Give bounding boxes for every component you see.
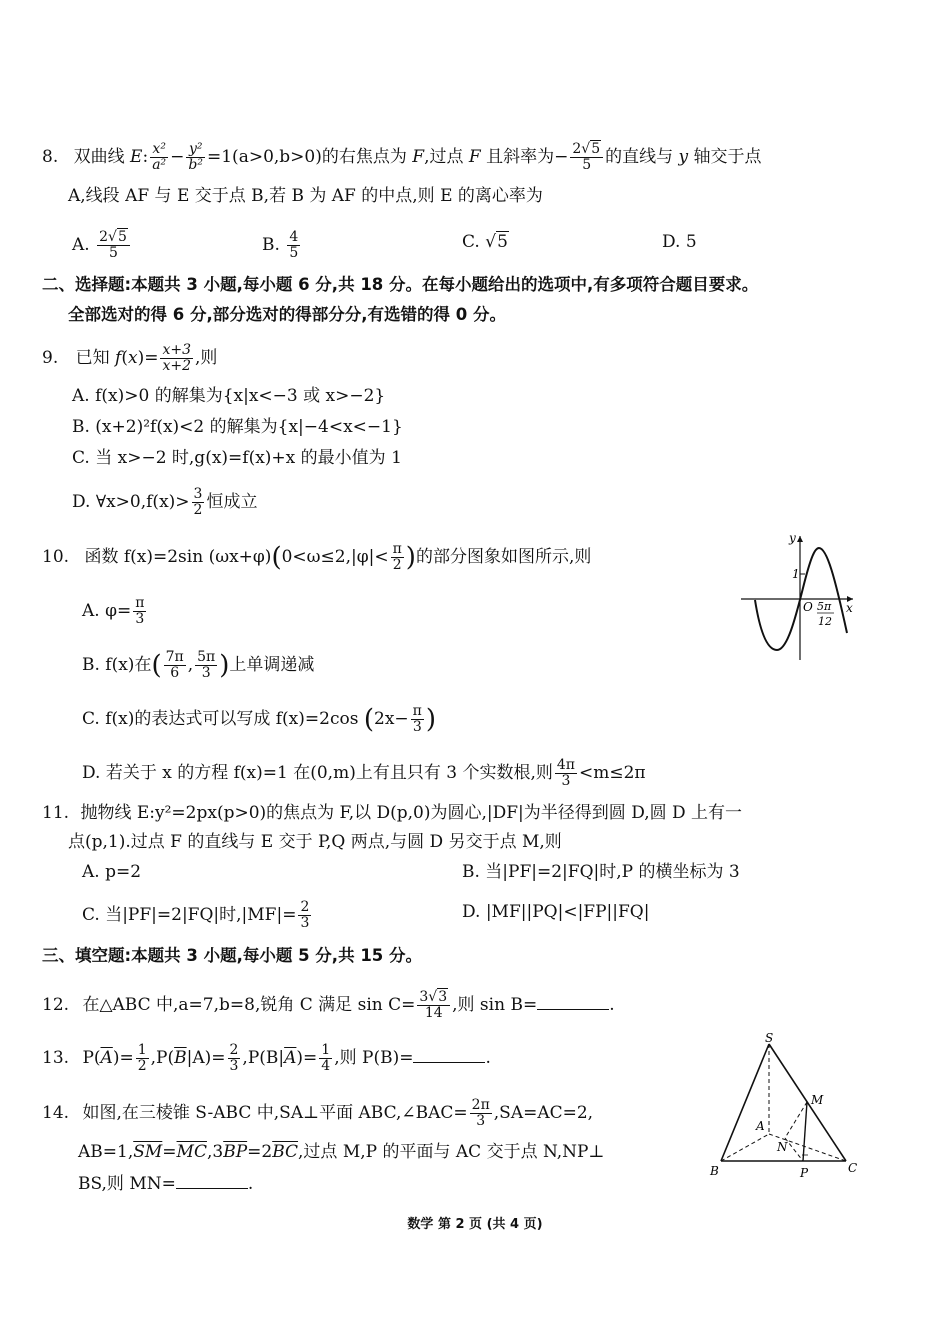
q11-option-a: A. p=2 [82, 862, 142, 882]
q11-option-d: D. |MF||PQ|<|FP||FQ| [462, 902, 650, 922]
page-footer: 数学 第 2 页 (共 4 页) [407, 1217, 543, 1232]
q14-pyramid-figure [705, 1030, 875, 1185]
q8-slope: $\frac{2√5}{5}$ [570, 142, 603, 173]
q12-line: 12. 在△ABC 中,a=7,b=8,锐角 C 满足 sin C= $\frac{3√3}{14}$ ,则 sin B= . [42, 989, 615, 1021]
q11-line1: 11. 抛物线 E:y²=2px(p>0)的焦点为 F,以 D(p,0)为圆心,|DF|为半径得到圆 D,圆 D 上有一 [42, 803, 743, 823]
graph-tick-num: 5π [817, 600, 832, 613]
graph-x-label: x [846, 601, 853, 615]
q11-option-b: B. 当|PF|=2|FQ|时,P 的横坐标为 3 [462, 862, 740, 882]
label-m: M [811, 1093, 824, 1107]
label-s: S [765, 1031, 774, 1045]
q10-sine-graph [735, 528, 865, 663]
section2-note: 全部选对的得 6 分,部分选对的得部分分,有选错的得 0 分。 [68, 305, 506, 324]
q14-line2: $AB=1,\overline{SM}=\overline{MC},3\overline{BP}=2\overline{BC}$,过点 M,P 的平面与 AC 交于点 N,NP⊥ [78, 1142, 605, 1162]
graph-tick-den: 12 [818, 615, 832, 628]
q8-number: 8. [42, 147, 59, 167]
q11-line2: 点(p,1).过点 F 的直线与 E 交于 P,Q 两点,与圆 D 另交于点 M,则 [68, 832, 562, 852]
q9-stem: 9. 已知 f(x)= $\frac{x+3}{x+2}$ ,则 [42, 342, 218, 374]
q8-option-c: C. √5 [462, 232, 508, 252]
q13-answer-blank[interactable] [413, 1046, 485, 1063]
q9-option-a: A. f(x)>0 的解集为{x|x<−3 或 x>−2} [72, 386, 386, 406]
q14-line3: BS,则 MN= . [78, 1174, 254, 1194]
section2-heading: 二、选择题:本题共 3 小题,每小题 6 分,共 18 分。在每小题给出的选项中,有多项符合题目要求。 [42, 275, 759, 294]
graph-origin: O [803, 600, 813, 614]
q9-option-c: C. 当 x>−2 时,g(x)=f(x)+x 的最小值为 1 [72, 448, 402, 468]
q8-frac-x: $\frac{\text{x²}}{\text{a²}}$ [152, 141, 167, 173]
label-c: C [848, 1161, 858, 1175]
label-n: N [777, 1140, 788, 1154]
q11-option-c: C. 当|PF|=2|FQ|时,|MF|= $\frac{2}{3}$ [82, 899, 310, 931]
q9-option-d: D. ∀x>0,f(x)> $\frac{3}{2}$ 恒成立 [72, 486, 258, 518]
graph-y-label: y [789, 531, 796, 545]
label-b: B [710, 1164, 719, 1178]
q8-option-b: B. $\frac{4}{5}$ [262, 229, 299, 261]
q8-option-a: A. $\frac{2√5}{5}$ [72, 230, 132, 261]
q10-option-a: A. φ= $\frac{\pi}{3}$ [82, 595, 145, 627]
q8-line2: A,线段 AF 与 E 交于点 B,若 B 为 AF 的中点,则 E 的离心率为 [68, 186, 543, 206]
label-a: A [756, 1119, 765, 1133]
q12-answer-blank[interactable] [537, 993, 609, 1010]
q14-answer-blank[interactable] [176, 1172, 248, 1189]
graph-one: 1 [792, 567, 800, 581]
section3-heading: 三、填空题:本题共 3 小题,每小题 5 分,共 15 分。 [42, 946, 423, 965]
q10-option-d: D. 若关于 x 的方程 f(x)=1 在(0,m)上有且只有 3 个实数根,则 $\frac{4\pi}{3}$ <m≤2π [82, 757, 646, 789]
q14-line1: 14. 如图,在三棱锥 S-ABC 中,SA⊥平面 ABC,∠BAC= $\frac{2\pi}{3}$ ,SA=AC=2, [42, 1097, 594, 1129]
q9-option-b: B. (x+2)²f(x)<2 的解集为{x|−4<x<−1} [72, 417, 403, 437]
label-p: P [800, 1166, 809, 1180]
q10-option-c: C. f(x)的表达式可以写成 f(x)=2cos (2x− $\frac{\pi}{3}$ ) [82, 703, 437, 735]
q10-stem: 10. 函数 f(x)=2sin (ωx+φ)(0<ω≤2,|φ|< $\frac{\pi}{2}$ )的部分图象如图所示,则 [42, 541, 592, 573]
q8-option-d: D. 5 [662, 232, 697, 252]
q13-line: 13. $P(\overline{A})=$ $\frac{1}{2}$ $,P(\overline{B}|A)=$ $\frac{2}{3}$ $,P(B|\overline{A})=$ $\frac{1}{4}$ ,则 P(B)= . [42, 1042, 491, 1074]
q8-line1: 8. 双曲线 E: $\frac{\text{x²}}{\text{a²}}$ − $\frac{\text{y²}}{\text{b²}}$ =1(a>0,b>0)的右焦点为 F,过点 F 且斜率为− $\frac{2√5}{5}$ 的直线与 y 轴交于点 [42, 141, 762, 173]
q8-frac-y: $\frac{\text{y²}}{\text{b²}}$ [188, 141, 203, 173]
q10-option-b: B. f(x)在( $\frac{7\pi}{6}$ , $\frac{5\pi}{3}$ )上单调递减 [82, 649, 315, 681]
